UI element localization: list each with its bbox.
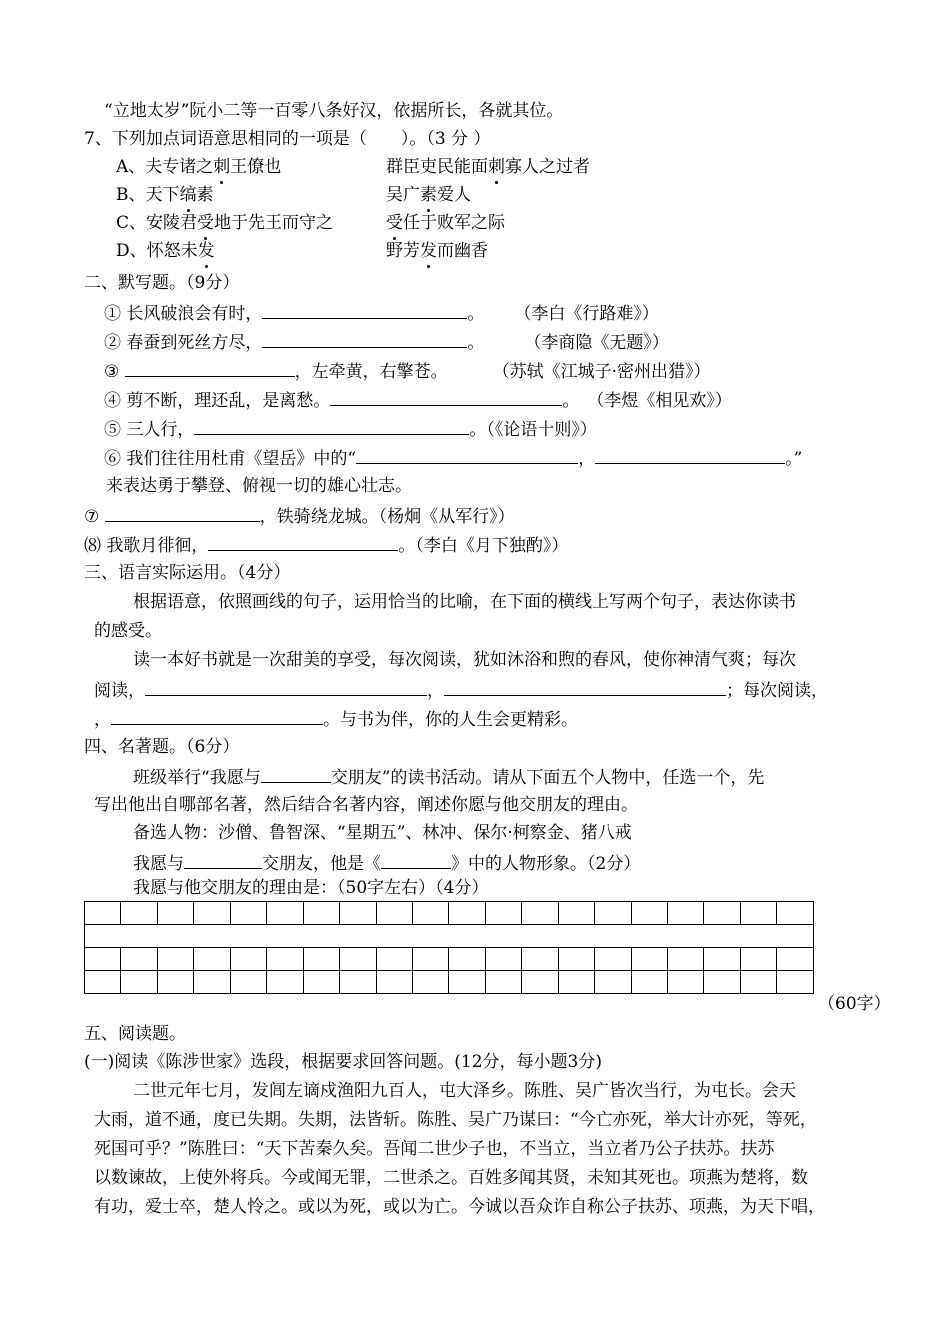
section-title: 三、语言实际运用。（4分）	[84, 563, 291, 583]
grid-cell[interactable]	[376, 971, 412, 994]
option-d-pair: 野芳发而幽香	[386, 241, 488, 261]
grid-cell[interactable]	[668, 902, 704, 925]
grid-cell[interactable]	[85, 971, 121, 994]
recite-item: ③ ，左牵黄，右擎苍。 （苏轼《江城子·密州出猎》）	[104, 359, 711, 383]
grid-cell[interactable]	[449, 948, 485, 971]
grid-cell[interactable]	[558, 971, 594, 994]
grid-cell[interactable]	[303, 902, 339, 925]
grid-cell[interactable]	[704, 902, 740, 925]
grid-cell[interactable]	[595, 971, 631, 994]
grid-cell[interactable]	[157, 971, 193, 994]
option-d: D、怀怒未发	[116, 241, 215, 261]
dotted-word: 刺	[488, 157, 505, 177]
recite-item: ⑻ 我歌月徘徊， 。（李白《月下独酌》）	[84, 533, 568, 557]
grid-cell[interactable]	[449, 971, 485, 994]
answer-blank[interactable]	[125, 359, 295, 377]
dotted-word: 受	[386, 213, 403, 233]
section-title: 二、默写题。（9分）	[84, 273, 240, 293]
grid-cell[interactable]	[595, 902, 631, 925]
answer-blank[interactable]	[145, 678, 427, 696]
grid-cell[interactable]	[230, 971, 266, 994]
grid-cell[interactable]	[522, 948, 558, 971]
grid-cell[interactable]	[522, 902, 558, 925]
paragraph-line: 我愿与他交朋友的理由是：（50字左右）（4分）	[133, 878, 489, 898]
subsection-title: (一)阅读《陈涉世家》选段，根据要求回答问题。(12分，每小题3分)	[84, 1052, 602, 1072]
passage-line: “立地太岁”阮小二等一百零八条好汉，依据所长，各就其位。	[104, 101, 564, 121]
section-title: 五、阅读题。	[84, 1024, 186, 1044]
answer-blank[interactable]	[194, 417, 469, 435]
answer-blank[interactable]	[356, 446, 578, 464]
grid-cell[interactable]	[303, 971, 339, 994]
grid-cell[interactable]	[340, 971, 376, 994]
grid-cell[interactable]	[631, 971, 667, 994]
answer-blank[interactable]	[330, 388, 562, 406]
grid-cell[interactable]	[449, 902, 485, 925]
grid-cell[interactable]	[85, 925, 814, 948]
grid-cell[interactable]	[631, 948, 667, 971]
dotted-word: 发	[420, 241, 437, 261]
grid-cell[interactable]	[740, 971, 776, 994]
recite-item: ① 长风破浪会有时， 。 （李白《行路难》）	[104, 301, 659, 325]
passage-line: 死国可乎？”陈胜曰：“天下苦秦久矣。吾闻二世少子也，不当立，当立者乃公子扶苏。扶苏	[94, 1139, 775, 1159]
passage-line: 以数谏故，上使外将兵。今或闻无罪，二世杀之。百姓多闻其贤，未知其死也。项燕为楚将，数	[94, 1168, 808, 1188]
grid-cell[interactable]	[595, 948, 631, 971]
paragraph-line: 的感受。	[94, 621, 162, 641]
option-a-pair: 群臣吏民能面刺寡人之过者	[386, 157, 590, 177]
grid-cell[interactable]	[485, 948, 521, 971]
grid-cell[interactable]	[777, 971, 814, 994]
recite-item: ⑥ 我们往往用杜甫《望岳》中的“ ， 。”	[104, 446, 802, 470]
grid-cell[interactable]	[777, 902, 814, 925]
paragraph-line: ， 。与书为伴，你的人生会更精彩。	[94, 707, 578, 731]
grid-row-cells	[85, 971, 814, 994]
grid-cell[interactable]	[85, 902, 121, 925]
grid-cell[interactable]	[157, 948, 193, 971]
grid-char-count: （60字）	[818, 994, 891, 1014]
grid-cell[interactable]	[704, 971, 740, 994]
option-c: C、安陵君受地于先王而守之	[116, 213, 334, 233]
grid-cell[interactable]	[194, 948, 230, 971]
grid-cell[interactable]	[631, 902, 667, 925]
paragraph-line: 班级举行“我愿与 交朋友”的读书活动。请从下面五个人物中，任选一个，先	[133, 765, 764, 789]
grid-cell[interactable]	[412, 971, 448, 994]
grid-cell[interactable]	[376, 948, 412, 971]
grid-cell[interactable]	[376, 902, 412, 925]
paragraph-line: 我愿与 交朋友，他是《 》中的人物形象。（2分）	[133, 851, 640, 875]
answer-blank[interactable]	[381, 851, 451, 869]
grid-cell[interactable]	[668, 971, 704, 994]
answer-blank[interactable]	[262, 330, 467, 348]
dotted-word: 发	[197, 241, 215, 261]
paragraph-line: 读一本好书就是一次甜美的享受，每次阅读，犹如沐浴和煦的春风，使你神清气爽；每次	[133, 650, 796, 670]
answer-blank[interactable]	[111, 707, 323, 725]
grid-cell[interactable]	[340, 902, 376, 925]
option-b-pair: 吴广素爱人	[386, 185, 471, 205]
answer-blank[interactable]	[595, 446, 785, 464]
recite-item-cont: 来表达勇于攀登、俯视一切的雄心壮志。	[106, 476, 412, 496]
grid-cell[interactable]	[85, 948, 121, 971]
section-title: 四、名著题。（6分）	[84, 737, 240, 757]
paragraph-line: 阅读， ， ；每次阅读，	[94, 678, 828, 702]
grid-cell[interactable]	[704, 948, 740, 971]
answer-blank[interactable]	[261, 765, 331, 783]
grid-cell[interactable]	[558, 902, 594, 925]
grid-cell[interactable]	[121, 902, 157, 925]
recite-item: ④ 剪不断，理还乱，是离愁。 。 （李煜《相见欢》）	[104, 388, 732, 412]
option-c-pair: 受任于败军之际	[386, 213, 505, 233]
answer-blank[interactable]	[444, 678, 726, 696]
passage-line: 二世元年七月，发闾左谪戍渔阳九百人，屯大泽乡。陈胜、吴广皆次当行，为屯长。会天	[133, 1081, 796, 1101]
answer-blank[interactable]	[105, 504, 260, 522]
grid-cell[interactable]	[121, 948, 157, 971]
answer-blank[interactable]	[208, 533, 398, 551]
answer-blank[interactable]	[184, 851, 262, 869]
grid-row-cells	[85, 902, 814, 925]
grid-cell[interactable]	[485, 902, 521, 925]
recite-item: ⑦ ，铁骑绕龙城。（杨炯《从军行》）	[84, 504, 515, 528]
dotted-word: 素	[420, 185, 437, 205]
grid-cell[interactable]	[194, 902, 230, 925]
grid-cell[interactable]	[777, 948, 814, 971]
paragraph-line: 写出他出自哪部名著，然后结合名著内容，阐述你愿与他交朋友的理由。	[94, 795, 638, 815]
grid-cell[interactable]	[558, 948, 594, 971]
grid-row-blank	[85, 925, 814, 948]
grid-cell[interactable]	[303, 948, 339, 971]
grid-cell[interactable]	[267, 948, 303, 971]
grid-cell[interactable]	[740, 902, 776, 925]
answer-blank[interactable]	[262, 301, 467, 319]
writing-grid[interactable]	[84, 901, 814, 994]
grid-cell[interactable]	[412, 902, 448, 925]
option-a: A、夫专诸之刺王僚也	[116, 157, 282, 177]
grid-cell[interactable]	[230, 948, 266, 971]
passage-line: 有功，爱士卒，楚人怜之。或以为死，或以为亡。今诚以吾众诈自称公子扶苏、项燕，为天下唱，	[94, 1197, 825, 1217]
grid-cell[interactable]	[267, 902, 303, 925]
grid-cell[interactable]	[194, 971, 230, 994]
grid-cell[interactable]	[668, 948, 704, 971]
grid-cell[interactable]	[340, 948, 376, 971]
question-stem: 7、下列加点词语意思相同的一项是（ ）。（3 分 ）	[84, 129, 491, 149]
grid-row-cells	[85, 948, 814, 971]
dotted-word: 缟	[179, 185, 197, 205]
dotted-word: 刺	[213, 157, 231, 177]
grid-cell[interactable]	[522, 971, 558, 994]
grid-cell[interactable]	[740, 948, 776, 971]
grid-cell[interactable]	[230, 902, 266, 925]
recite-item: ⑤ 三人行， 。（《论语十则》）	[104, 417, 597, 441]
option-b: B、天下缟素	[116, 185, 214, 205]
recite-item: ② 春蚕到死丝方尽， 。 （李商隐《无题》）	[104, 330, 669, 354]
grid-cell[interactable]	[157, 902, 193, 925]
dotted-word: 受	[197, 213, 215, 233]
grid-cell[interactable]	[121, 971, 157, 994]
grid-cell[interactable]	[412, 948, 448, 971]
paragraph-line: 根据语意，依照画线的句子，运用恰当的比喻，在下面的横线上写两个句子，表达你读书	[133, 592, 796, 612]
candidate-list: 备选人物：沙僧、鲁智深、“星期五”、林冲、保尔·柯察金、猪八戒	[133, 823, 632, 843]
passage-line: 大雨，道不通，度已失期。失期，法皆斩。陈胜、吴广乃谋曰：“今亡亦死，举大计亦死，等死，	[94, 1110, 817, 1130]
grid-cell[interactable]	[267, 971, 303, 994]
grid-cell[interactable]	[485, 971, 521, 994]
